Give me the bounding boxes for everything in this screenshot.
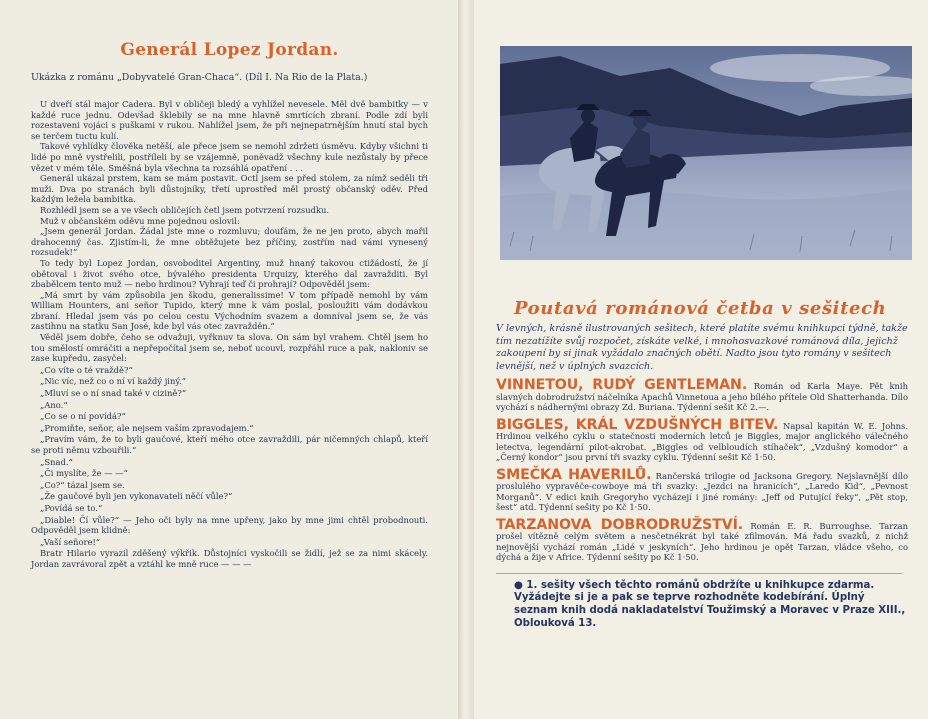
- story-paragraph: U dveří stál major Cadera. Byl v obličeji bledý a vyhlížel nevesele. Měl dvě bambitky — v každé ruce jednu. Odevšad šklebily se na mne hlavně smrtících zbraní. Podle zdí byli rozestaveni vojáci s puškami v rukou. Nahlížel jsem, že při nejnepatrnějším hnutí stal bych se terčem tuctu kulí.: [31, 99, 428, 141]
- book-title: SMEČKA HAVERILŮ.: [496, 466, 652, 483]
- book-title: VINNETOU, RUDÝ GENTLEMAN.: [496, 377, 748, 394]
- dialogue-line: „Co?“ tázal jsem se.: [40, 479, 125, 490]
- dialogue-line: „Promiňte, señor, ale nejsem vaším zpravodajem.“: [40, 422, 254, 433]
- book-description: Rančerská trilogie od Jacksona Gregory. Nejslavnější dílo proslulého vypravěče-cowboye má tři svazky: „Jezdci na hranicích“, „Laredo Kid“, „Pevnost Morganů“. V edici knih Gregoryho vycházejí i jiné romány: „Jeff od Putující řeky“, „Pět stop, šest“ atd. Týdenní sešity po Kč 1·50.: [496, 470, 908, 513]
- order-notice: ● 1. sešity všech těchto románů obdržíte u knihkupce zdarma. Vyžádejte si je a pak se teprve rozhodněte kodebírání. Úplný seznam knih dodá nakladatelství Toužimský a Moravec v Praze XIII., Oblouková 13.: [514, 579, 906, 629]
- story-subtitle: Ukázka z románu „Dobyvatelé Gran-Chaca“. (Díl I. Na Rio de la Plata.): [31, 72, 368, 83]
- book-haverilu: [496, 466, 908, 513]
- dialogue-line: „Ano.“: [40, 399, 68, 410]
- dialogue-line: „Co se o ní povídá?“: [40, 411, 126, 422]
- divider: [496, 573, 902, 574]
- right-page: [474, 0, 928, 719]
- book-biggles: [496, 416, 908, 463]
- dialogue-line: „Pravím vám, že to byli gaučové, kteří mého otce zavraždili, pár ničemných chlapů, kteří se proti němu vzbouřili.“: [31, 434, 428, 455]
- dialogue-line: „Mluví se o ní snad také v cizině?“: [40, 388, 187, 399]
- page-fold: [458, 0, 474, 719]
- book-description: Napsal kapitán W. E. Johns. Hrdinou velkého cyklu o statečnosti moderních letců je Biggles, major anglického válečného letectva, legendární pilot-akrobat. „Biggles od velbloudích stíhaček“, „Vzdušný komodor“ a „Černý kondor“ jsou první tři svazky cyklu. Týdenní sešit Kč 1·50.: [496, 420, 908, 463]
- story-paragraph: Rozhlédl jsem se a ve všech obličejích četl jsem potvrzení rozsudku.: [40, 204, 330, 215]
- book-description: Román E. R. Burroughse. Tarzan prošel vítězně celým světem a nesčetnékrát byl také zfilmován. Má řadu svazků, z nichž nejnovější vychází román „Lidé v jeskyních“. Jeho hrdinou je opět Tarzan, vládce všeho, co dýchá a žije v Africe. Týdenní sešity po Kč 1·50.: [496, 520, 908, 563]
- series-title: Poutavá románová četba v sešitech: [514, 298, 887, 319]
- story-paragraph: Bratr Hilario vyrazil zděšený výkřik. Důstojníci vyskočili se židlí, jež se za nimi skácely. Jordan zavrávoral zpět a vztáhl ke mně ruce — — —: [31, 548, 428, 569]
- story-paragraph: „Má smrt by vám způsobila jen škodu, generalissime! V tom případě nemohl by vám William Hounters, ani señor Tupido, který mne k vám poslal, posloužiti vám dodávkou zbraní. Hledal jsem vás po celou cestu Východním svazem a domníval jsem se, že vás zastihnu na statku San José, kde byl vás otec zavražděn.“: [31, 289, 428, 332]
- dialogue-line: „Snad.“: [40, 456, 73, 467]
- story-title: Generál Lopez Jordan.: [120, 40, 339, 60]
- story-paragraph: Takové vyhlídky člověka netěší, ale přece jsem se nemohl zdržeti úsměvu. Kdyby všichni ti lidé po mně vystřelili, postříleli by se vzájemně, poněvadž všechny kule nezůstaly by přece vězet v mém těle. Směšná byla všechna ta rozsáhlá opatření . . .: [31, 141, 428, 173]
- riders-photo: [500, 46, 912, 260]
- story-paragraph: Generál ukázal prstem, kam se mám postavit. Octl jsem se před stolem, za nímž seděli tři muži. Dva po stranách byli důstojníky, třetí uprostřed měl prostý občanský oděv. Před každým ležela bambitka.: [31, 173, 428, 205]
- story-paragraph: „Jsem generál Jordan. Žádal jste mne o rozmluvu; doufám, že ne jen proto, abych mařil drahocenný čas. Zjistím-li, že mne obtěžujete bez příčiny, zostřím nad vámi vynesený rozsudek!“: [31, 226, 428, 258]
- dialogue-line: „Nic víc, než co o ní ví každý jiný.“: [40, 376, 186, 387]
- book-title: BIGGLES, KRÁL VZDUŠNÝCH BITEV.: [496, 416, 779, 433]
- story-body: [31, 99, 428, 570]
- story-paragraph: Věděl jsem dobře, čeho se odvažuji, vyřknuv ta slova. On sám byl vrahem. Chtěl jsem ho tou smělostí omráčiti a nepřepočítal jsem se, neboť ucouvl, rozpřáhl ruce a pak, nakloniv se zase kupředu, zasyčel:: [31, 332, 428, 364]
- story-paragraph: Muž v občanském oděvu mne pojednou oslovil:: [40, 215, 240, 226]
- book-title: TARZANOVA DOBRODRUŽSTVÍ.: [496, 516, 744, 533]
- dialogue-line: „Či myslíte, že — —“: [40, 468, 128, 479]
- story-paragraph: To tedy byl Lopez Jordan, osvoboditel Argentiny, muž hnaný takovou ctižádostí, že jí obětoval i život svého otce, bývalého presidenta Urquizy, kterého dal zavražditi. Byl zbabělcem tento muž — nebo hrdinou? Vyhrají teď či prohrají? Odpověděl jsem:: [31, 257, 428, 290]
- dialogue-line: „Vaší señore!“: [40, 536, 101, 547]
- book-description: Román od Karla Maye. Pět knih slavných dobrodružství náčelníka Apachů Vinnetoua a jeho bílého přítele Old Shatterhanda. Dílo vychází s nádhernými obrazy Zd. Buriana. Týdenní sešit Kč 2.—.: [496, 381, 908, 413]
- left-page: [0, 0, 458, 719]
- dialogue-line: „Že gaučové byli jen vykonavateli něčí vůle?“: [40, 491, 233, 502]
- dialogue-line: „Co víte o té vraždě?“: [40, 364, 133, 375]
- book-tarzan: [496, 516, 908, 563]
- intro-text: [496, 323, 908, 373]
- intro-paragraph: V levných, krásně ilustrovaných sešitech, které platíte svému knihkupci týdně, takže tím nezatížíte svůj rozpočet, získáte velké, i mnohosvazkové románová díla, jejichž zakoupení by si jinak vyžádalo značných obětí. Nadto jsou tyto romány v sešitech levnější, než v úplných svazcích.: [496, 323, 908, 372]
- dialogue-line: „Diable! Čí vůle?“ — Jeho oči byly na mne upřeny, jako by mne jimi chtěl probodnouti. Odpověděl jsem klidně:: [31, 514, 428, 536]
- book-vinnetou: [496, 377, 908, 413]
- dialogue-line: „Povídá se to.“: [40, 502, 103, 513]
